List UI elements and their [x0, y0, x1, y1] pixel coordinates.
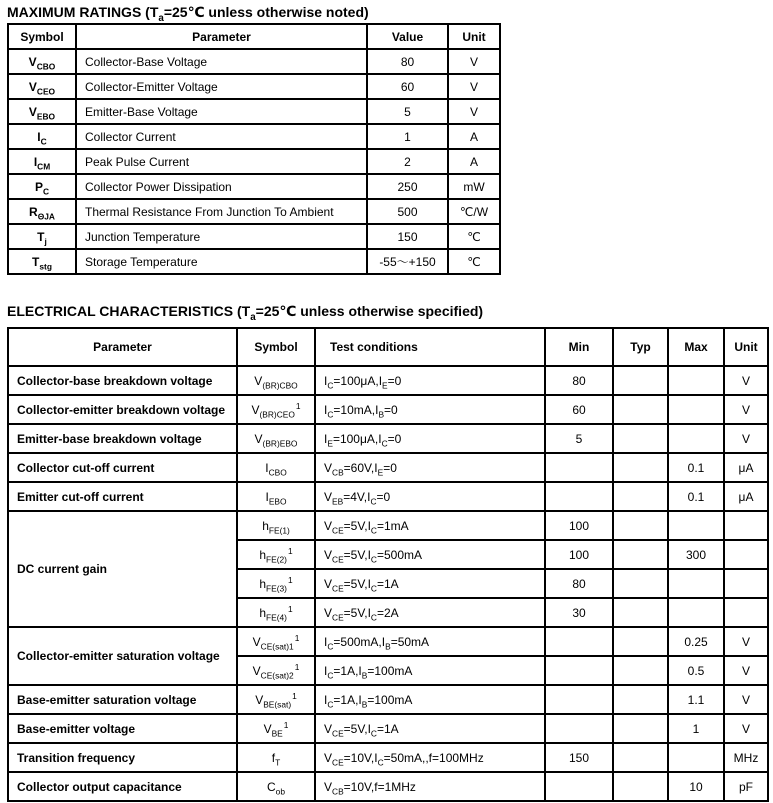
min-cell — [545, 627, 613, 656]
table-row — [8, 124, 500, 149]
symbol-cell: $h_{FE(3)}^1$ — [237, 569, 315, 598]
value-cell: 5 — [367, 99, 448, 124]
typ-cell — [613, 395, 668, 424]
column-header-unit: Unit — [724, 328, 768, 366]
min-cell — [545, 453, 613, 482]
symbol-cell: $V_{CBO}$ — [8, 49, 76, 74]
min-cell: 60 — [545, 395, 613, 424]
parameter-cell: Collector-emitter saturation voltage — [8, 627, 237, 685]
symbol-cell: $V_{BE}^1$ — [237, 714, 315, 743]
table-row — [8, 627, 768, 656]
test-conditions-cell: $I_C=10mA,I_B=0$ — [315, 395, 545, 424]
table-row — [8, 74, 500, 99]
parameter-cell: Collector-Emitter Voltage — [76, 74, 367, 99]
symbol-cell: $h_{FE(4)}^1$ — [237, 598, 315, 627]
typ-cell — [613, 772, 668, 801]
unit-cell: μA — [724, 482, 768, 511]
unit-cell: A — [448, 149, 500, 174]
test-conditions-cell: $I_C=500mA,I_B=50mA$ — [315, 627, 545, 656]
table-row — [8, 772, 768, 801]
typ-cell — [613, 714, 668, 743]
test-conditions-cell: $V_{CE}=10V,I_C=50mA,,f=100MHz$ — [315, 743, 545, 772]
table-row — [8, 199, 500, 224]
column-header-parameter: Parameter — [76, 24, 367, 49]
max-cell: 300 — [668, 540, 724, 569]
min-cell: 150 — [545, 743, 613, 772]
max-cell: 0.25 — [668, 627, 724, 656]
parameter-cell: Collector-base breakdown voltage — [8, 366, 237, 395]
test-conditions-cell: $V_{CB}=60V,I_E=0$ — [315, 453, 545, 482]
table-row — [8, 395, 768, 424]
symbol-cell: $h_{FE(1)}$ — [237, 511, 315, 540]
symbol-cell: $V_{(BR)CBO}$ — [237, 366, 315, 395]
max-cell — [668, 569, 724, 598]
column-header-parameter: Parameter — [8, 328, 237, 366]
parameter-cell: Emitter-Base Voltage — [76, 99, 367, 124]
parameter-cell: Emitter-base breakdown voltage — [8, 424, 237, 453]
table-row — [8, 453, 768, 482]
table-row — [8, 366, 768, 395]
unit-cell — [724, 511, 768, 540]
max-cell — [668, 511, 724, 540]
parameter-cell: Collector Current — [76, 124, 367, 149]
column-header-max: Max — [668, 328, 724, 366]
unit-cell: V — [724, 366, 768, 395]
parameter-cell: Collector-Base Voltage — [76, 49, 367, 74]
value-cell: 150 — [367, 224, 448, 249]
test-conditions-cell: $I_C=100\mu A,I_E=0$ — [315, 366, 545, 395]
min-cell — [545, 482, 613, 511]
typ-cell — [613, 482, 668, 511]
typ-cell — [613, 540, 668, 569]
max-cell: 1 — [668, 714, 724, 743]
unit-cell: A — [448, 124, 500, 149]
unit-cell: V — [724, 656, 768, 685]
test-conditions-cell: $I_E=100\mu A,I_C=0$ — [315, 424, 545, 453]
typ-cell — [613, 366, 668, 395]
value-cell: 500 — [367, 199, 448, 224]
table-row — [8, 511, 768, 540]
unit-cell: V — [448, 74, 500, 99]
symbol-cell: $h_{FE(2)}^1$ — [237, 540, 315, 569]
unit-cell — [724, 540, 768, 569]
typ-cell — [613, 685, 668, 714]
typ-cell — [613, 598, 668, 627]
column-header-symbol: Symbol — [237, 328, 315, 366]
min-cell: 100 — [545, 540, 613, 569]
unit-cell: V — [724, 714, 768, 743]
test-conditions-cell: $V_{CB}=10V,f=1MHz$ — [315, 772, 545, 801]
value-cell: 80 — [367, 49, 448, 74]
max-cell — [668, 395, 724, 424]
table-row — [8, 224, 500, 249]
min-cell — [545, 714, 613, 743]
parameter-cell: Junction Temperature — [76, 224, 367, 249]
symbol-cell: $T_{stg}$ — [8, 249, 76, 274]
unit-cell: V — [724, 685, 768, 714]
column-header-typ: Typ — [613, 328, 668, 366]
test-conditions-cell: $V_{CE}=5V,I_C=1A$ — [315, 714, 545, 743]
table-header-row — [8, 24, 500, 49]
max-cell — [668, 743, 724, 772]
symbol-cell: $V_{BE(sat)}^1$ — [237, 685, 315, 714]
parameter-cell: Collector Power Dissipation — [76, 174, 367, 199]
symbol-cell: $T_j$ — [8, 224, 76, 249]
symbol-cell: $V_{CE(sat)1}^1$ — [237, 627, 315, 656]
parameter-cell: Base-emitter voltage — [8, 714, 237, 743]
unit-cell — [724, 598, 768, 627]
symbol-cell: $R_{\Theta JA}$ — [8, 199, 76, 224]
min-cell: 100 — [545, 511, 613, 540]
parameter-cell: Emitter cut-off current — [8, 482, 237, 511]
parameter-cell: Transition frequency — [8, 743, 237, 772]
min-cell: 80 — [545, 569, 613, 598]
unit-cell: V — [448, 99, 500, 124]
table-row — [8, 714, 768, 743]
symbol-cell: $C_{ob}$ — [237, 772, 315, 801]
parameter-cell: Collector cut-off current — [8, 453, 237, 482]
test-conditions-cell: $V_{CE}=5V,I_C=500mA$ — [315, 540, 545, 569]
table-row — [8, 424, 768, 453]
symbol-cell: $I_{EBO}$ — [237, 482, 315, 511]
column-header-min: Min — [545, 328, 613, 366]
value-cell: 1 — [367, 124, 448, 149]
min-cell — [545, 656, 613, 685]
max-cell: 0.1 — [668, 482, 724, 511]
unit-cell: V — [448, 49, 500, 74]
symbol-cell: $I_{CM}$ — [8, 149, 76, 174]
table-row — [8, 49, 500, 74]
table-row — [8, 149, 500, 174]
value-cell: -55～+150 — [367, 249, 448, 274]
max-cell — [668, 366, 724, 395]
unit-cell: μA — [724, 453, 768, 482]
unit-cell: ℃ — [448, 224, 500, 249]
typ-cell — [613, 569, 668, 598]
unit-cell: V — [724, 395, 768, 424]
table-row — [8, 743, 768, 772]
symbol-cell: $V_{(BR)CEO}^1$ — [237, 395, 315, 424]
typ-cell — [613, 743, 668, 772]
test-conditions-cell: $V_{EB}=4V,I_C=0$ — [315, 482, 545, 511]
unit-cell — [724, 569, 768, 598]
parameter-cell: Collector-emitter breakdown voltage — [8, 395, 237, 424]
symbol-cell: $f_T$ — [237, 743, 315, 772]
value-cell: 250 — [367, 174, 448, 199]
min-cell — [545, 772, 613, 801]
parameter-cell: Thermal Resistance From Junction To Ambient — [76, 199, 367, 224]
typ-cell — [613, 424, 668, 453]
max-cell: 0.5 — [668, 656, 724, 685]
typ-cell — [613, 656, 668, 685]
column-header-test-conditions: Test conditions — [315, 328, 545, 366]
parameter-cell: DC current gain — [8, 511, 237, 627]
table-row — [8, 99, 500, 124]
test-conditions-cell: $I_C=1A,I_B=100mA$ — [315, 685, 545, 714]
value-cell: 60 — [367, 74, 448, 99]
max-ratings-title: MAXIMUM RATINGS ($T_a=25℃$ unless otherwise noted) — [7, 4, 369, 24]
parameter-cell: Collector output capacitance — [8, 772, 237, 801]
symbol-cell: $V_{CE(sat)2}^1$ — [237, 656, 315, 685]
test-conditions-cell: $V_{CE}=5V,I_C=2A$ — [315, 598, 545, 627]
unit-cell: ℃ — [448, 249, 500, 274]
column-header-symbol: Symbol — [8, 24, 76, 49]
typ-cell — [613, 453, 668, 482]
min-cell: 30 — [545, 598, 613, 627]
max-cell — [668, 424, 724, 453]
max-cell: 10 — [668, 772, 724, 801]
symbol-cell: $I_{CBO}$ — [237, 453, 315, 482]
column-header-value: Value — [367, 24, 448, 49]
unit-cell: V — [724, 627, 768, 656]
symbol-cell: $V_{(BR)EBO}$ — [237, 424, 315, 453]
symbol-cell: $V_{CEO}$ — [8, 74, 76, 99]
parameter-cell: Storage Temperature — [76, 249, 367, 274]
typ-cell — [613, 627, 668, 656]
symbol-cell: $I_C$ — [8, 124, 76, 149]
min-cell — [545, 685, 613, 714]
max-cell: 0.1 — [668, 453, 724, 482]
unit-cell: V — [724, 424, 768, 453]
table-row — [8, 249, 500, 274]
symbol-cell: $V_{EBO}$ — [8, 99, 76, 124]
parameter-cell: Base-emitter saturation voltage — [8, 685, 237, 714]
unit-cell: MHz — [724, 743, 768, 772]
unit-cell: mW — [448, 174, 500, 199]
unit-cell: pF — [724, 772, 768, 801]
typ-cell — [613, 511, 668, 540]
electrical-characteristics-title: ELECTRICAL CHARACTERISTICS ($T_a=25℃$ unless otherwise specified) — [7, 303, 484, 323]
unit-cell: ℃/W — [448, 199, 500, 224]
symbol-cell: $P_C$ — [8, 174, 76, 199]
table-row — [8, 685, 768, 714]
parameter-cell: Peak Pulse Current — [76, 149, 367, 174]
column-header-unit: Unit — [448, 24, 500, 49]
test-conditions-cell: $I_C=1A,I_B=100mA$ — [315, 656, 545, 685]
test-conditions-cell: $V_{CE}=5V,I_C=1mA$ — [315, 511, 545, 540]
test-conditions-cell: $V_{CE}=5V,I_C=1A$ — [315, 569, 545, 598]
table-row — [8, 482, 768, 511]
value-cell: 2 — [367, 149, 448, 174]
max-cell — [668, 598, 724, 627]
min-cell: 5 — [545, 424, 613, 453]
max-ratings-table — [7, 23, 501, 275]
electrical-characteristics-table — [7, 327, 769, 802]
min-cell: 80 — [545, 366, 613, 395]
table-row — [8, 174, 500, 199]
table-header-row — [8, 328, 768, 366]
max-cell: 1.1 — [668, 685, 724, 714]
